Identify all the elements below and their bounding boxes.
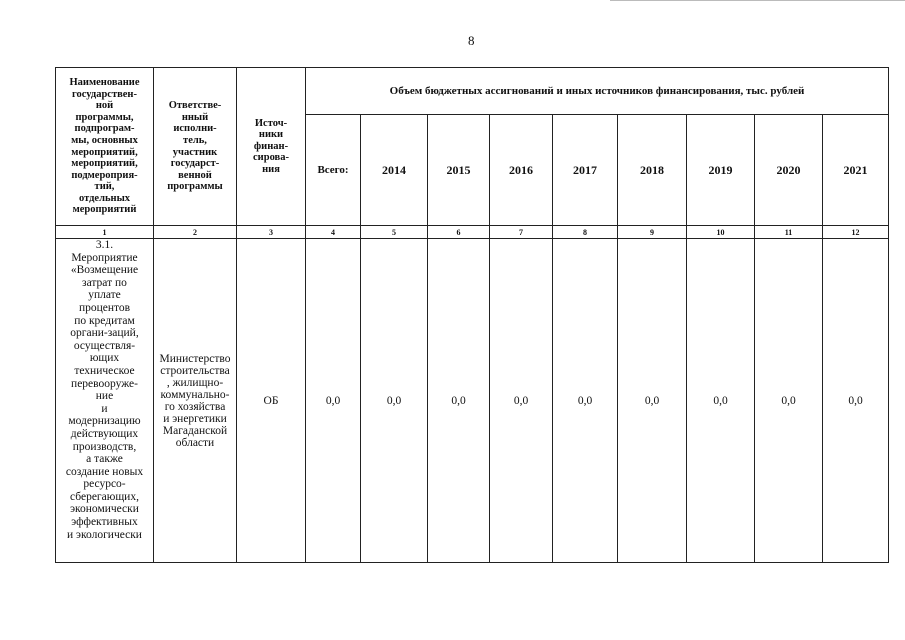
responsible-line: и энергетики: [163, 412, 227, 425]
program-name-line: 3.1.: [95, 239, 114, 251]
header-responsible-line: Ответстве-: [168, 100, 222, 112]
page-number: 8: [468, 33, 475, 48]
header-program-name-line: отдельных: [78, 192, 131, 204]
program-name-line: экономически: [70, 503, 139, 516]
header-source-line: Источ-: [254, 117, 288, 129]
column-number: 8: [553, 226, 618, 239]
responsible-line: строительства: [160, 364, 230, 377]
value-2019: 0,0: [687, 239, 755, 563]
column-number: 1: [56, 226, 154, 239]
header-program-name-line: программы,: [75, 111, 134, 123]
program-name-line: создание новых: [65, 465, 144, 478]
header-source-line: финан-: [253, 140, 289, 152]
program-name-line: затрат по: [82, 276, 127, 289]
program-name-line: по кредитам: [74, 314, 135, 327]
header-budget: Объем бюджетных ассигнований и иных источников финансирования, тыс. рублей: [306, 68, 889, 115]
header-responsible-line: тель,: [183, 134, 207, 146]
responsible-line: го хозяйства: [164, 400, 226, 413]
top-edge-line: [610, 0, 905, 1]
header-program-name-line: Наименование: [69, 76, 140, 88]
header-program-name-line: ной: [95, 100, 114, 112]
header-responsible-line: венной: [178, 169, 212, 181]
header-year-2017: 2017: [553, 115, 618, 226]
header-responsible-line: исполни-: [173, 123, 217, 135]
header-program-name-line: мероприятий: [72, 204, 137, 216]
header-responsible-line: нный: [181, 111, 209, 123]
program-name-line: и экологически: [67, 528, 142, 541]
header-year-2018: 2018: [618, 115, 687, 226]
header-source: [237, 68, 306, 226]
header-source-line: ния: [262, 163, 280, 175]
value-2014: 0,0: [361, 239, 428, 563]
header-responsible: [154, 68, 237, 226]
responsible-text: [155, 353, 235, 449]
column-number: 6: [428, 226, 490, 239]
header-responsible-text: [155, 100, 235, 193]
responsible-line: области: [175, 436, 215, 449]
header-year-2016: 2016: [490, 115, 553, 226]
header-year-2021: 2021: [823, 115, 889, 226]
program-name-line: техническое: [74, 364, 135, 377]
header-program-name-line: тий,: [94, 181, 115, 193]
column-number: 7: [490, 226, 553, 239]
program-name-text: [57, 239, 152, 541]
header-total: Всего:: [306, 115, 361, 226]
column-number: 2: [154, 226, 237, 239]
column-number: 4: [306, 226, 361, 239]
header-program-name-text: [57, 77, 152, 216]
value-total: 0,0: [306, 239, 361, 563]
header-program-name-line: мероприятий,: [71, 158, 138, 170]
program-name-line: и: [101, 402, 108, 415]
header-responsible-line: участник: [172, 146, 218, 158]
responsible-cell: [154, 239, 237, 563]
header-program-name-line: подпрограм-: [74, 123, 135, 135]
header-source-text: [238, 118, 304, 176]
value-2021: 0,0: [823, 239, 889, 563]
header-source-line: ники: [258, 129, 284, 141]
program-name-line: производств,: [72, 440, 137, 453]
budget-table: [55, 67, 889, 563]
header-program-name-line: мероприятий,: [71, 146, 138, 158]
column-number: 5: [361, 226, 428, 239]
column-number: 10: [687, 226, 755, 239]
column-numbers-row: [56, 226, 889, 239]
header-year-2014: 2014: [361, 115, 428, 226]
header-year-2015: 2015: [428, 115, 490, 226]
column-number: 11: [755, 226, 823, 239]
program-name-line: ресурсо-: [83, 478, 126, 491]
header-program-name-line: мы, основных: [71, 134, 138, 146]
responsible-line: коммунально-: [160, 388, 230, 401]
responsible-line: Магаданской: [162, 424, 228, 437]
header-program-name: [56, 68, 154, 226]
program-name-line: органи-заций,: [70, 327, 139, 340]
program-name-line: действующих: [70, 427, 139, 440]
header-responsible-line: программы: [167, 181, 223, 193]
source-cell: ОБ: [237, 239, 306, 563]
header-program-name-line: государствен-: [72, 88, 137, 100]
program-name-cell: [56, 239, 154, 563]
column-number: 9: [618, 226, 687, 239]
responsible-line: Министерство: [159, 352, 231, 365]
program-name-line: Мероприятие: [71, 251, 138, 264]
column-number: 12: [823, 226, 889, 239]
responsible-line: , жилищно-: [166, 376, 224, 389]
program-name-line: ющих: [89, 352, 120, 365]
value-2016: 0,0: [490, 239, 553, 563]
header-year-2019: 2019: [687, 115, 755, 226]
value-2017: 0,0: [553, 239, 618, 563]
program-name-line: сберегающих,: [70, 490, 139, 503]
header-program-name-line: подмероприя-: [71, 169, 138, 181]
table-row: [56, 239, 889, 563]
program-name-line: а также: [86, 453, 123, 466]
program-name-line: эффективных: [71, 516, 138, 529]
value-2018: 0,0: [618, 239, 687, 563]
value-2020: 0,0: [755, 239, 823, 563]
program-name-line: уплате: [88, 289, 121, 302]
program-name-line: модернизацию: [68, 415, 141, 428]
program-name-line: осуществля-: [73, 339, 136, 352]
program-name-line: ние: [95, 390, 114, 403]
program-name-line: процентов: [78, 301, 131, 314]
header-responsible-line: государст-: [170, 158, 220, 170]
header-year-2020: 2020: [755, 115, 823, 226]
value-2015: 0,0: [428, 239, 490, 563]
program-name-line: «Возмещение: [70, 264, 139, 277]
header-source-line: сирова-: [253, 152, 289, 164]
program-name-line: перевооруже-: [71, 377, 138, 390]
column-number: 3: [237, 226, 306, 239]
budget-table-container: [55, 67, 888, 570]
